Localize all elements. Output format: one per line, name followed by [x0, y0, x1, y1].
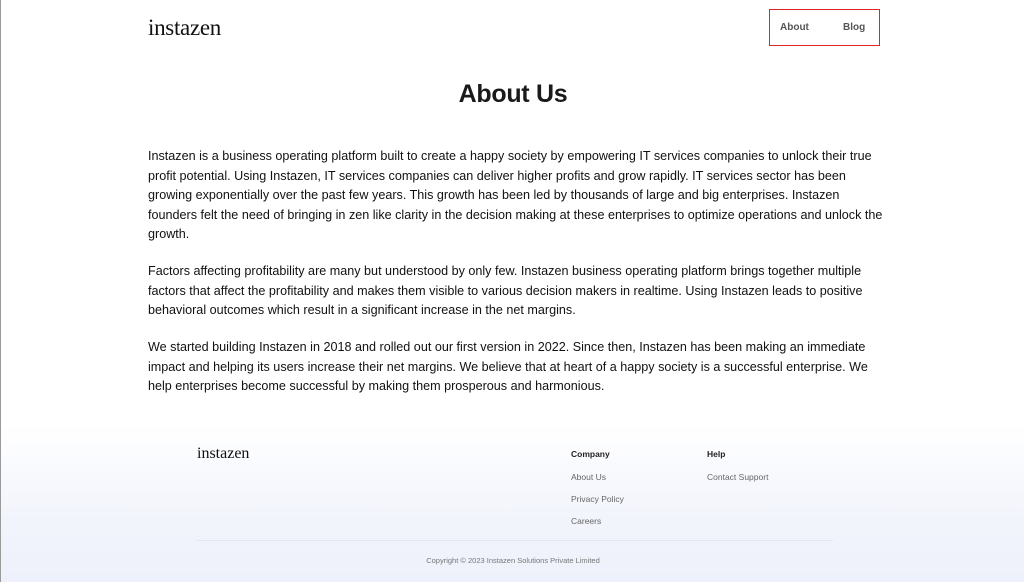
site-header [1, 0, 1024, 60]
about-paragraph: We started building Instazen in 2018 and rolled out our first version in 2022. Since then, Instazen has been making an immediate impact and helping its users increase their net margins. We believe that at heart of a happy society is a successful enterprise. We help enterprises become successful by making them prosperous and harmonious. [148, 340, 868, 393]
site-footer [1, 425, 1024, 582]
footer-company-heading: Company [571, 449, 610, 459]
footer-help-heading: Help [707, 449, 726, 459]
footer-help-column [707, 449, 768, 494]
footer-about-us-link[interactable]: About Us [571, 472, 606, 482]
footer-company-column [571, 449, 624, 538]
about-paragraph: Factors affecting profitability are many but understood by only few. Instazen business operating platform brings together multiple factors that affect the profitability and makes them visible to various decision makers in realtime. Using Instazen leads to positive behavioral outcomes which result in a significant increase in the net margins. [148, 264, 863, 317]
footer-contact-support-link[interactable]: Contact Support [707, 472, 769, 482]
main-nav [769, 9, 880, 46]
footer-divider [197, 540, 833, 541]
footer-careers-link[interactable]: Careers [571, 516, 602, 526]
instazen-logo[interactable]: instazen [148, 15, 221, 40]
page-title: About Us [458, 80, 568, 108]
footer-logo[interactable]: instazen [197, 445, 250, 462]
about-content [148, 147, 883, 414]
nav-about-link[interactable]: About [780, 22, 809, 33]
about-paragraph: Instazen is a business operating platform built to create a happy society by empowering IT services companies to unlock their true profit potential. Using Instazen, IT services companies can deliver higher profits and grow rapidly. IT services sector has been growing exponentially over the past few years. This growth has been led by thousands of large and big enterprises. Instazen founders felt the need of bringing in zen like clarity in the decision making at these enterprises to optimize operations and unlock the growth. [148, 149, 883, 241]
footer-privacy-policy-link[interactable]: Privacy Policy [571, 494, 624, 504]
nav-blog-link[interactable]: Blog [843, 22, 866, 33]
copyright-text: Copyright © 2023 Instazen Solutions Private Limited [426, 556, 600, 565]
